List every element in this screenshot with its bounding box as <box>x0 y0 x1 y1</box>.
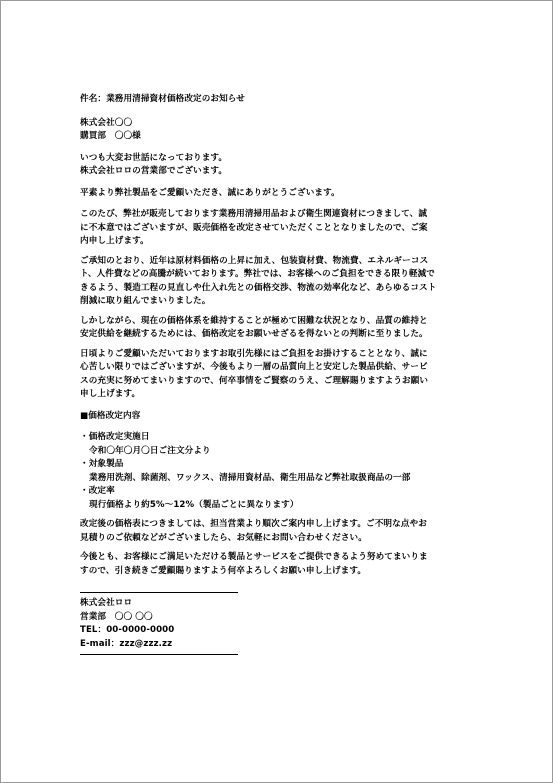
signature-divider-top <box>80 592 238 593</box>
paragraph-line: 改定後の価格表につきましては、担当営業より順次ご案内申し上げます。ご不明な点やお <box>80 519 427 529</box>
paragraph-line: 今後とも、お客様にご満足いただける製品とサービスをご提供できるよう努めてまいりま <box>80 552 428 562</box>
signature-email: E-mail：zzz@zzz.zz <box>80 638 173 649</box>
paragraph-line: このたび、弊社が販売しております業務用清掃用品および衛生関連資材につきまして、誠 <box>80 209 428 219</box>
paragraph-announcement <box>80 208 480 249</box>
signature-block <box>80 597 480 651</box>
paragraph-price-list <box>80 518 480 545</box>
signature-divider-bottom <box>80 654 238 655</box>
paragraph-line: ご承知のとおり、近年は原材料価格の上昇に加え、包装資材費、物流費、エネルギーコス <box>80 255 429 266</box>
greeting-line-1: いつも大変お世話になっております。 <box>80 152 228 163</box>
paragraph-background <box>80 255 480 309</box>
paragraph-line: 日頃よりご愛顧いただいておりますお取引先様にはご負担をお掛けすることとなり、誠に <box>80 348 428 359</box>
details-list <box>80 431 480 512</box>
paragraph-line: 見積りのご依頼などがございましたら、お気軽にお問い合わせください。 <box>80 532 367 543</box>
paragraph-decision <box>80 315 480 342</box>
paragraph-request <box>80 348 480 402</box>
greeting-block <box>80 152 480 179</box>
detail-item-rate-value: 現行価格より約5%～12%（製品ごとに異なります） <box>89 499 299 510</box>
paragraph-line: しかしながら、現在の価格体系を維持することが極めて困難な状況となり、品質の維持と <box>80 315 428 326</box>
detail-item-products-value: 業務用洗剤、除菌剤、ワックス、清掃用資材品、衛生用品など弊社取扱商品の一部 <box>89 472 411 483</box>
signature-tel: TEL：00-0000-0000 <box>80 625 175 635</box>
paragraph-line: 内申し上げます。 <box>80 236 149 246</box>
paragraph-line: きるよう、製造工程の見直しや仕入れ先との価格交渉、物流の効率化など、あらゆるコスト <box>80 282 437 293</box>
paragraph-line: 安定供給を継続するためには、価格改定をお願いせざるを得ないとの判断に至りました。 <box>80 329 428 339</box>
recipient-block <box>80 117 480 144</box>
letter-body <box>80 93 480 655</box>
detail-item-rate-label: ・改定率 <box>80 486 115 496</box>
detail-item-date-label: ・価格改定実施日 <box>80 432 150 442</box>
detail-item-date-value: 令和〇年〇月〇日ご注文分より <box>89 445 211 456</box>
recipient-person: 購買部 〇〇様 <box>80 131 141 141</box>
details-heading: ■価格改定内容 <box>80 410 141 421</box>
paragraph-line: 削減に取り組んでまいりました。 <box>80 296 211 306</box>
signature-company: 株式会社ロロ <box>80 598 133 608</box>
paragraph-line: 申し上げます。 <box>80 389 141 399</box>
paragraph-line: すので、引き続きご愛顧賜りますよう何卒よろしくお願い申し上げます。 <box>80 565 367 576</box>
paragraph-line: 心苦しい限りではございますが、今後もより一層の品質向上と安定した製品供給、サービ <box>80 362 428 372</box>
detail-item-products-label: ・対象製品 <box>80 459 124 469</box>
paragraph-line: スの充実に努めてまいりますので、何卒事情をご賢察のうえ、ご理解賜りますようお願い <box>80 375 429 386</box>
paragraph-closing <box>80 551 480 578</box>
greeting-line-2: 株式会社ロロの営業部でございます。 <box>80 166 228 176</box>
thanks-line: 平素より弊社製品をご愛顧いただき、誠にありがとうございます。 <box>80 187 340 198</box>
paragraph-line: に不本意ではございますが、販売価格を改定させていただくこととなりましたので、ご案 <box>80 222 428 233</box>
signature-department: 営業部 〇〇 〇〇 <box>80 611 153 622</box>
recipient-company: 株式会社〇〇 <box>80 117 133 128</box>
subject-line: 件名：業務用清掃資材価格改定のお知らせ <box>80 94 245 104</box>
paragraph-line: ト、人件費などの高騰が続いております。弊社では、お客様へのご負担をできる限り軽減で <box>80 269 435 279</box>
